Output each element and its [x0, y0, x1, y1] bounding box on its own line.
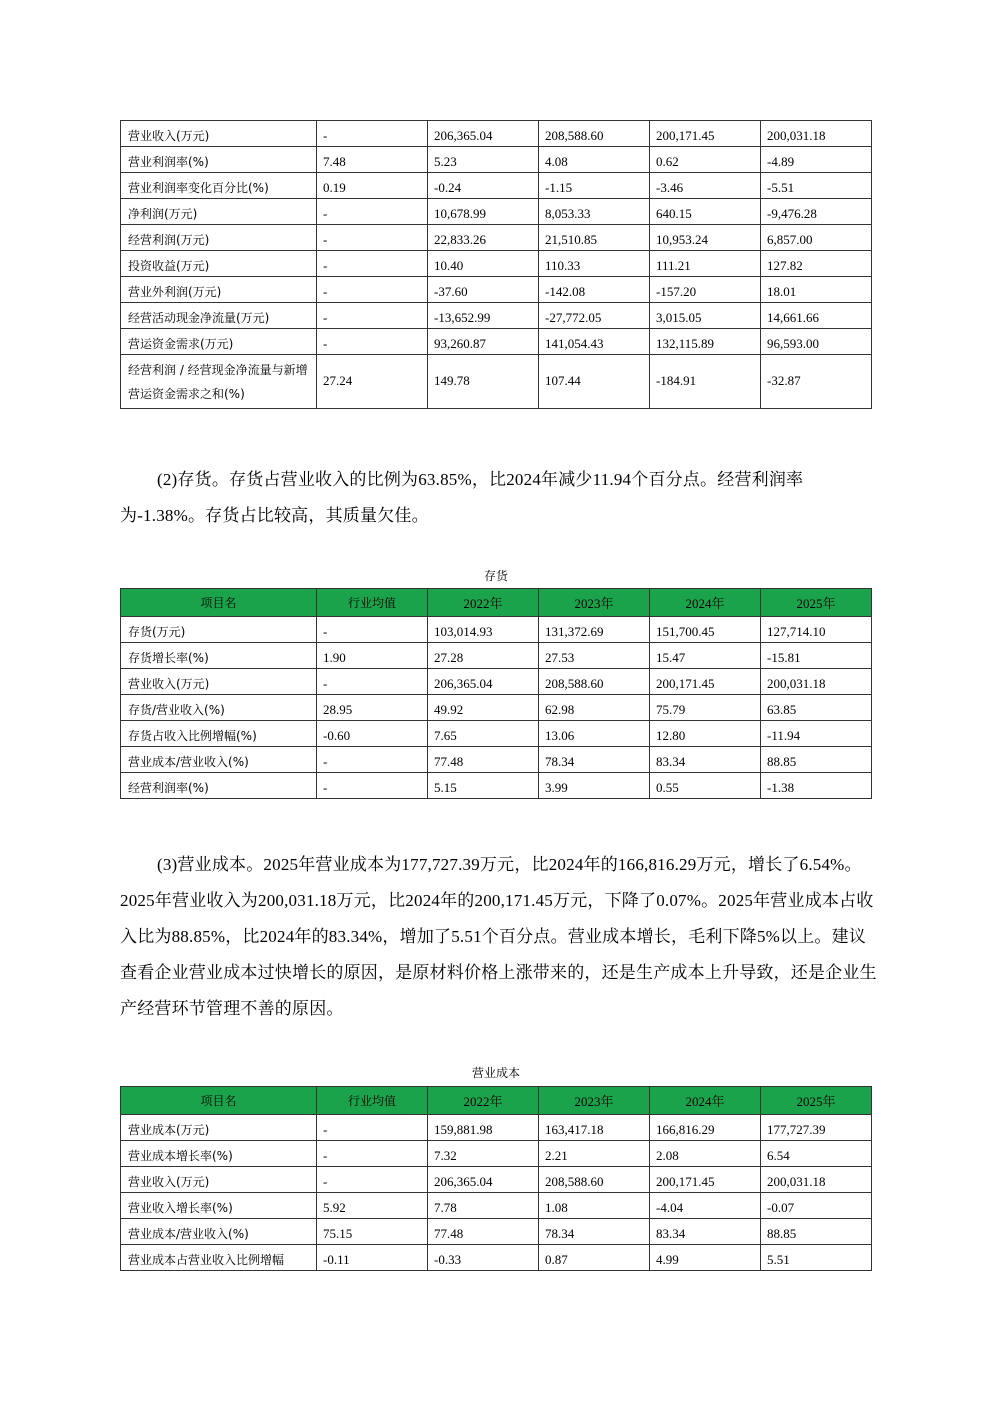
- cost-table: [120, 1086, 872, 1271]
- table-cell: 28.95: [317, 695, 428, 721]
- table-cell: 107.44: [539, 355, 650, 409]
- row-label: 营业收入(万元): [121, 669, 317, 695]
- table-cell: -32.87: [761, 355, 872, 409]
- table-cell: 88.85: [761, 1219, 872, 1245]
- table-cell: 166,816.29: [650, 1115, 761, 1141]
- table-cell: 206,365.04: [428, 121, 539, 147]
- table-cell: 177,727.39: [761, 1115, 872, 1141]
- table-row: [121, 695, 872, 721]
- column-header: 2022年: [428, 1087, 539, 1115]
- column-header: 2023年: [539, 1087, 650, 1115]
- table-cell: 200,031.18: [761, 1167, 872, 1193]
- inventory-table-caption: 存货: [483, 569, 508, 583]
- row-label: 营业成本占营业收入比例增幅: [121, 1245, 317, 1271]
- table-cell: 206,365.04: [428, 669, 539, 695]
- table-cell: 2.21: [539, 1141, 650, 1167]
- table-row: [121, 329, 872, 355]
- table-cell: 3,015.05: [650, 303, 761, 329]
- table-cell: 96,593.00: [761, 329, 872, 355]
- table-cell: 10,953.24: [650, 225, 761, 251]
- table-cell: 75.15: [317, 1219, 428, 1245]
- row-label: 存货(万元): [121, 617, 317, 643]
- table-row: [121, 1115, 872, 1141]
- table-cell: -: [317, 747, 428, 773]
- table-cell: 111.21: [650, 251, 761, 277]
- table-cell: 7.48: [317, 147, 428, 173]
- table-row: [121, 147, 872, 173]
- row-label: 营业利润率变化百分比(%): [121, 173, 317, 199]
- row-label: 营运资金需求(万元): [121, 329, 317, 355]
- row-label: 净利润(万元): [121, 199, 317, 225]
- table-cell: 127,714.10: [761, 617, 872, 643]
- table-cell: -27,772.05: [539, 303, 650, 329]
- column-header: 2025年: [761, 589, 872, 617]
- table-cell: 8,053.33: [539, 199, 650, 225]
- table-cell: 208,588.60: [539, 121, 650, 147]
- table-cell: -0.11: [317, 1245, 428, 1271]
- cost-table-caption: 营业成本: [471, 1066, 520, 1080]
- table-row: [121, 199, 872, 225]
- column-header: 项目名: [121, 1087, 317, 1115]
- table-cell: 131,372.69: [539, 617, 650, 643]
- table-cell: -: [317, 329, 428, 355]
- table-cell: -: [317, 1167, 428, 1193]
- table-cell: 62.98: [539, 695, 650, 721]
- table-cell: -157.20: [650, 277, 761, 303]
- table-cell: -1.15: [539, 173, 650, 199]
- column-header: 2024年: [650, 589, 761, 617]
- table-cell: -4.04: [650, 1193, 761, 1219]
- table-row: [121, 669, 872, 695]
- table-cell: -0.07: [761, 1193, 872, 1219]
- table-cell: -15.81: [761, 643, 872, 669]
- table-row: [121, 1193, 872, 1219]
- table-cell: 10,678.99: [428, 199, 539, 225]
- table-cell: 18.01: [761, 277, 872, 303]
- table-cell: -: [317, 617, 428, 643]
- table-cell: 22,833.26: [428, 225, 539, 251]
- table-cell: 1.08: [539, 1193, 650, 1219]
- table-cell: 77.48: [428, 1219, 539, 1245]
- table-cell: 27.28: [428, 643, 539, 669]
- table-cell: 21,510.85: [539, 225, 650, 251]
- table-cell: -142.08: [539, 277, 650, 303]
- table-cell: 200,171.45: [650, 1167, 761, 1193]
- table-cell: 127.82: [761, 251, 872, 277]
- table-row: [121, 721, 872, 747]
- table-cell: -: [317, 1115, 428, 1141]
- inventory-paragraph: (2)存货。存货占营业收入的比例为63.85%，比2024年减少11.94个百分点。经营利润率为-1.38%。存货占比较高，其质量欠佳。: [120, 470, 804, 525]
- cost-table-body: [121, 1115, 872, 1271]
- table-cell: 3.99: [539, 773, 650, 799]
- table-cell: 83.34: [650, 1219, 761, 1245]
- table-cell: 14,661.66: [761, 303, 872, 329]
- row-label: 营业外利润(万元): [121, 277, 317, 303]
- row-label: 营业成本(万元): [121, 1115, 317, 1141]
- table-row: [121, 1219, 872, 1245]
- table-cell: 151,700.45: [650, 617, 761, 643]
- table-row: [121, 1141, 872, 1167]
- table-row: [121, 173, 872, 199]
- table-cell: -: [317, 121, 428, 147]
- column-header: 2024年: [650, 1087, 761, 1115]
- inventory-table: [120, 588, 872, 799]
- column-header: 行业均值: [317, 589, 428, 617]
- row-label: 投资收益(万元): [121, 251, 317, 277]
- table-cell: 5.15: [428, 773, 539, 799]
- table-cell: -13,652.99: [428, 303, 539, 329]
- table-cell: 63.85: [761, 695, 872, 721]
- table-row: [121, 121, 872, 147]
- table-cell: 6.54: [761, 1141, 872, 1167]
- table-cell: 6,857.00: [761, 225, 872, 251]
- table-cell: 4.99: [650, 1245, 761, 1271]
- row-label: 营业成本增长率(%): [121, 1141, 317, 1167]
- table-cell: 27.53: [539, 643, 650, 669]
- table-cell: 77.48: [428, 747, 539, 773]
- row-label: 营业成本/营业收入(%): [121, 1219, 317, 1245]
- table-row: [121, 225, 872, 251]
- table-cell: -: [317, 251, 428, 277]
- table-cell: 206,365.04: [428, 1167, 539, 1193]
- table-cell: 7.32: [428, 1141, 539, 1167]
- inventory-table-header: [121, 589, 872, 617]
- table-cell: 13.06: [539, 721, 650, 747]
- table-cell: -0.60: [317, 721, 428, 747]
- table-cell: 0.87: [539, 1245, 650, 1271]
- table-cell: -: [317, 225, 428, 251]
- table-cell: 110.33: [539, 251, 650, 277]
- row-label: 营业成本/营业收入(%): [121, 747, 317, 773]
- header-row: [121, 589, 872, 617]
- table-cell: -: [317, 303, 428, 329]
- table-cell: 15.47: [650, 643, 761, 669]
- row-label: 营业收入增长率(%): [121, 1193, 317, 1219]
- table-cell: -1.38: [761, 773, 872, 799]
- table-row: [121, 355, 872, 409]
- table-cell: -0.33: [428, 1245, 539, 1271]
- table-cell: -: [317, 773, 428, 799]
- table-row: [121, 773, 872, 799]
- table-cell: 0.19: [317, 173, 428, 199]
- table-cell: -5.51: [761, 173, 872, 199]
- table-cell: 200,171.45: [650, 121, 761, 147]
- table-cell: 208,588.60: [539, 669, 650, 695]
- table-row: [121, 1167, 872, 1193]
- table-cell: -0.24: [428, 173, 539, 199]
- column-header: 2025年: [761, 1087, 872, 1115]
- table-cell: -9,476.28: [761, 199, 872, 225]
- inventory-table-body: [121, 617, 872, 799]
- table-row: [121, 277, 872, 303]
- table-cell: 640.15: [650, 199, 761, 225]
- table-cell: -184.91: [650, 355, 761, 409]
- table-cell: 0.62: [650, 147, 761, 173]
- column-header: 项目名: [121, 589, 317, 617]
- row-label: 经营活动现金净流量(万元): [121, 303, 317, 329]
- cost-table-header: [121, 1087, 872, 1115]
- header-row: [121, 1087, 872, 1115]
- table-cell: 4.08: [539, 147, 650, 173]
- table-cell: 83.34: [650, 747, 761, 773]
- table-row: [121, 617, 872, 643]
- table-cell: -: [317, 669, 428, 695]
- table-row: [121, 303, 872, 329]
- table-row: [121, 251, 872, 277]
- table-cell: 200,031.18: [761, 121, 872, 147]
- row-label: 存货占收入比例增幅(%): [121, 721, 317, 747]
- table-cell: -: [317, 199, 428, 225]
- table-row: [121, 643, 872, 669]
- row-label: 存货/营业收入(%): [121, 695, 317, 721]
- table-cell: 78.34: [539, 1219, 650, 1245]
- row-label: 营业收入(万元): [121, 1167, 317, 1193]
- table-cell: 7.78: [428, 1193, 539, 1219]
- table-row: [121, 1245, 872, 1271]
- table-cell: -4.89: [761, 147, 872, 173]
- row-label: 经营利润(万元): [121, 225, 317, 251]
- table-cell: 1.90: [317, 643, 428, 669]
- column-header: 2023年: [539, 589, 650, 617]
- table-cell: 103,014.93: [428, 617, 539, 643]
- row-label: 经营利润率(%): [121, 773, 317, 799]
- table-cell: 132,115.89: [650, 329, 761, 355]
- table-cell: 200,031.18: [761, 669, 872, 695]
- table-cell: 141,054.43: [539, 329, 650, 355]
- table-cell: -: [317, 277, 428, 303]
- table-cell: 2.08: [650, 1141, 761, 1167]
- table-cell: 78.34: [539, 747, 650, 773]
- table-cell: 0.55: [650, 773, 761, 799]
- table-cell: 5.51: [761, 1245, 872, 1271]
- table-cell: 5.23: [428, 147, 539, 173]
- profit-table-body: [121, 121, 872, 409]
- profit-table: [120, 120, 872, 409]
- table-cell: 159,881.98: [428, 1115, 539, 1141]
- table-cell: -: [317, 1141, 428, 1167]
- table-cell: -37.60: [428, 277, 539, 303]
- table-cell: 10.40: [428, 251, 539, 277]
- row-label: 营业收入(万元): [121, 121, 317, 147]
- table-cell: 149.78: [428, 355, 539, 409]
- table-cell: 208,588.60: [539, 1167, 650, 1193]
- column-header: 行业均值: [317, 1087, 428, 1115]
- row-label: 经营利润 / 经营现金净流量与新增营运资金需求之和(%): [121, 355, 317, 409]
- table-cell: 12.80: [650, 721, 761, 747]
- table-cell: -11.94: [761, 721, 872, 747]
- row-label: 营业利润率(%): [121, 147, 317, 173]
- table-cell: 7.65: [428, 721, 539, 747]
- table-row: [121, 747, 872, 773]
- table-cell: 75.79: [650, 695, 761, 721]
- table-cell: 93,260.87: [428, 329, 539, 355]
- table-cell: 88.85: [761, 747, 872, 773]
- table-cell: 163,417.18: [539, 1115, 650, 1141]
- table-cell: 5.92: [317, 1193, 428, 1219]
- table-cell: 200,171.45: [650, 669, 761, 695]
- table-cell: -3.46: [650, 173, 761, 199]
- table-cell: 27.24: [317, 355, 428, 409]
- table-cell: 49.92: [428, 695, 539, 721]
- column-header: 2022年: [428, 589, 539, 617]
- row-label: 存货增长率(%): [121, 643, 317, 669]
- cost-paragraph: (3)营业成本。2025年营业成本为177,727.39万元，比2024年的166,816.29万元，增长了6.54%。2025年营业收入为200,031.18万元，比2024年的200,171.45万元，下降了0.07%。2025年营业成本占收入比为88.85%，比2024年的83.34%，增加了5.51个百分点。营业成本增长，毛利下降5%以上。建议查看企业营业成本过快增长的原因，是原材料价格上涨带来的，还是生产成本上升导致，还是企业生产经营环节管理不善的原因。: [120, 855, 877, 1018]
